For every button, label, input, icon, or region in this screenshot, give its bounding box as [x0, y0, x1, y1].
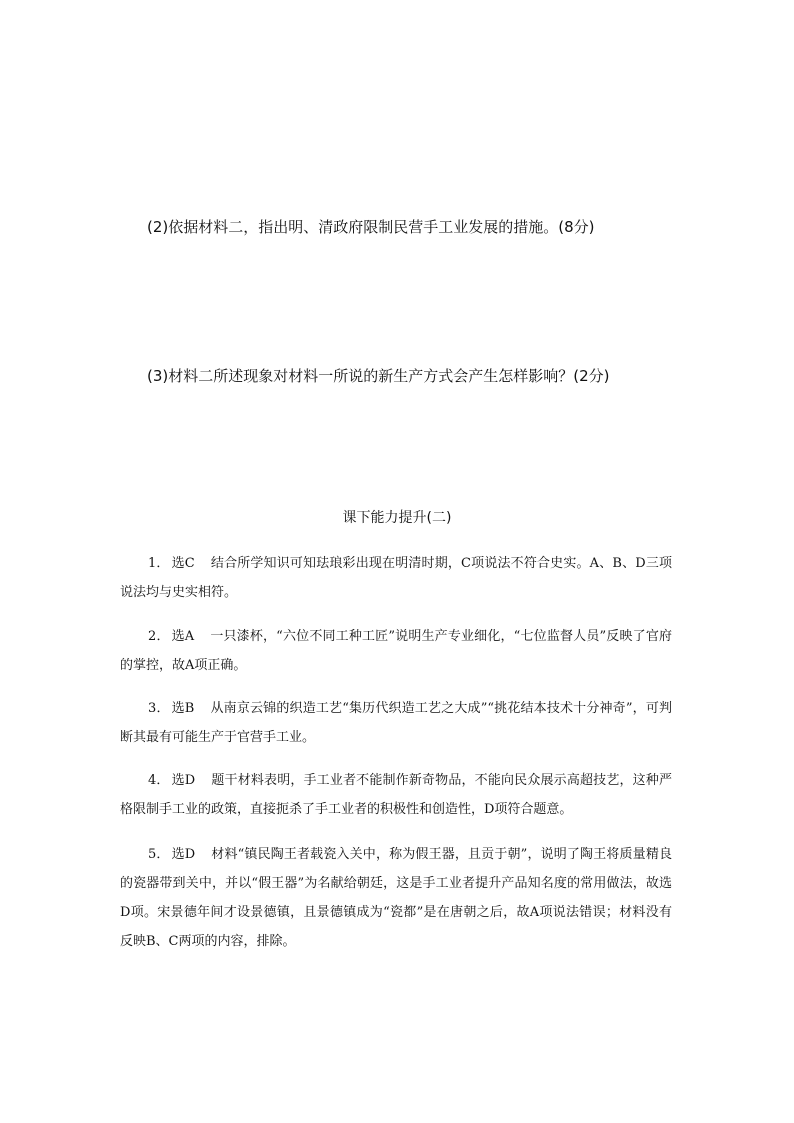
answer-number: 3． [148, 701, 170, 716]
question-3: (3)材料二所述现象对材料一所说的新生产方式会产生怎样影响？(2分) [147, 367, 610, 385]
question-2: (2)依据材料二，指出明、清政府限制民营手工业发展的措施。(8分) [147, 218, 595, 236]
section-title: 课下能力提升(二) [342, 510, 452, 526]
answer-explanation: 题干材料表明，手工业者不能制作新奇物品，不能向民众展示高超技艺，这种严格限制手工业的政策，直接扼杀了手工业者的积极性和创造性，D项符合题意。 [120, 773, 672, 817]
answer-2 [120, 622, 672, 680]
answer-number: 5． [148, 847, 170, 862]
answer-4 [120, 766, 672, 824]
answer-number: 2． [148, 629, 170, 644]
answer-choice: 选D [171, 773, 196, 788]
answer-3 [120, 694, 672, 752]
answer-choice: 选C [171, 556, 195, 571]
answer-explanation: 一只漆杯，“六位不同工种工匠”说明生产专业细化，“七位监督人员”反映了官府的掌控，故A项正确。 [120, 629, 672, 673]
answer-explanation: 结合所学知识可知珐琅彩出现在明清时期，C项说法不符合史实。A、B、D三项说法均与史实相符。 [120, 556, 673, 600]
answer-number: 1． [148, 556, 170, 571]
answer-choice: 选B [171, 701, 195, 716]
answer-explanation: 从南京云锦的织造工艺“集历代织造工艺之大成”“挑花结本技术十分神奇”，可判断其最有可能生产于官营手工业。 [120, 701, 672, 745]
answer-explanation: 材料“镇民陶王者载瓷入关中，称为假王器，且贡于朝”，说明了陶王将质量精良的瓷器带到关中，并以“假王器”为名献给朝廷，这是手工业者提升产品知名度的常用做法，故选D项。宋景德年间才设景德镇，且景德镇成为“瓷都”是在唐朝之后，故A项说法错误；材料没有反映B、C两项的内容，排除。 [120, 847, 672, 949]
answer-5 [120, 840, 672, 956]
answer-number: 4． [148, 773, 170, 788]
answer-1 [120, 549, 672, 607]
answer-choice: 选D [171, 847, 196, 862]
answer-choice: 选A [171, 629, 195, 644]
